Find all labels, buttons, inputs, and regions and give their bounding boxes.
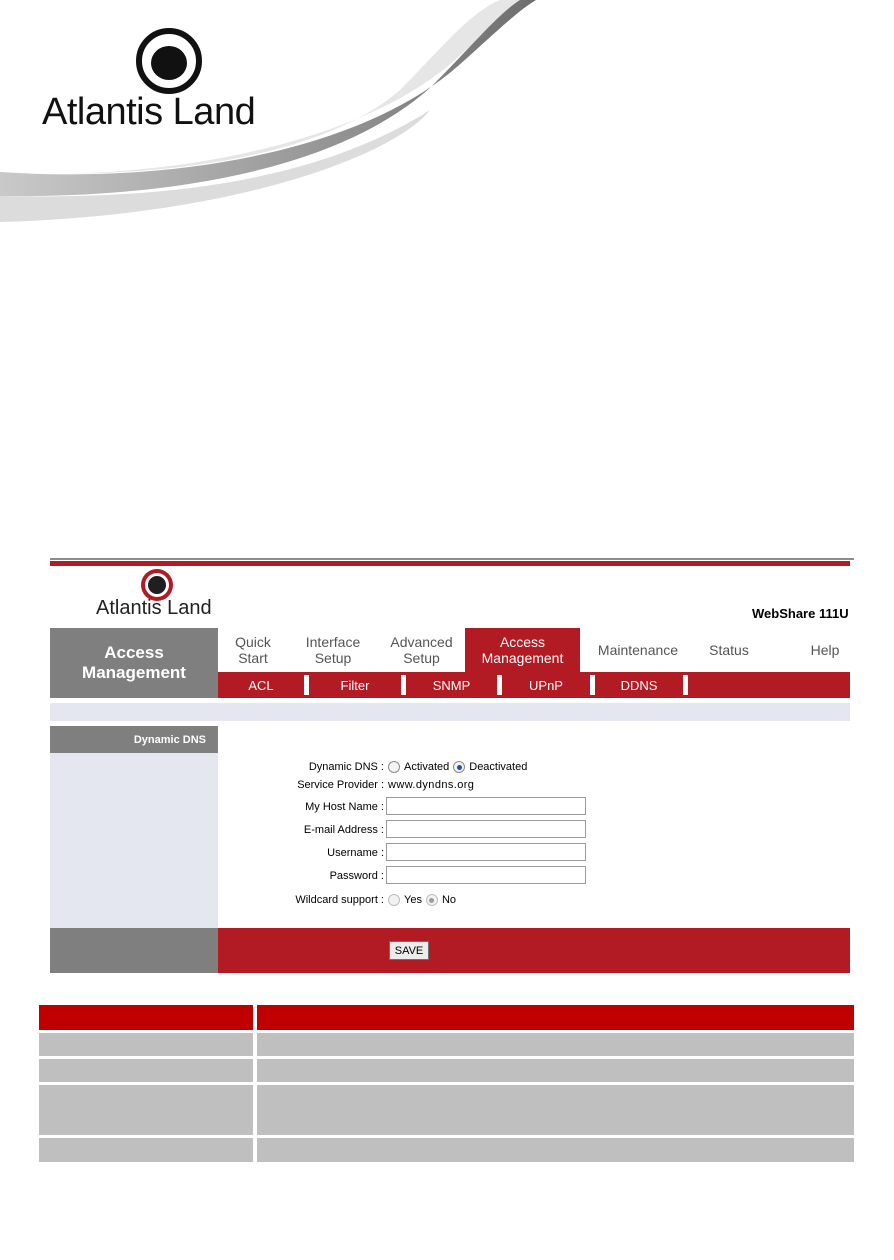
host-name-row bbox=[218, 797, 850, 817]
ui-brand-logo-text: Atlantis Land bbox=[96, 597, 212, 619]
nav-help[interactable] bbox=[792, 628, 858, 672]
table-row bbox=[39, 1059, 854, 1082]
subnav-acl[interactable]: ACL bbox=[248, 677, 274, 693]
nav-label: Maintenance bbox=[597, 642, 679, 658]
nav-status[interactable] bbox=[696, 628, 762, 672]
table-cell bbox=[257, 1033, 854, 1056]
nav-advanced-setup[interactable] bbox=[378, 628, 465, 672]
ui-top-accent-bar bbox=[50, 561, 850, 566]
deactivated-label: Deactivated bbox=[469, 761, 528, 773]
email-input[interactable] bbox=[386, 820, 586, 838]
subnav-upnp[interactable]: UPnP bbox=[529, 677, 563, 693]
email-row bbox=[218, 820, 850, 840]
service-provider-row bbox=[218, 775, 850, 795]
content-top-bar bbox=[50, 703, 850, 721]
nav-label: Access Management bbox=[481, 634, 564, 666]
email-label: E-mail Address : bbox=[303, 824, 384, 836]
table-header-cell bbox=[257, 1005, 854, 1030]
password-label: Password : bbox=[329, 870, 384, 882]
table-cell bbox=[39, 1033, 253, 1056]
dynamic-dns-label: Dynamic DNS : bbox=[308, 761, 384, 773]
table-row bbox=[39, 1085, 854, 1135]
table-cell bbox=[39, 1085, 253, 1135]
section-title: Access Management bbox=[82, 643, 186, 682]
brand-logo-icon bbox=[134, 28, 204, 98]
wildcard-yes-label: Yes bbox=[404, 894, 422, 906]
username-row bbox=[218, 843, 850, 863]
nav-label: Advanced Setup bbox=[390, 634, 453, 666]
deactivated-radio[interactable] bbox=[453, 761, 465, 773]
nav-maintenance[interactable] bbox=[580, 628, 696, 672]
wildcard-no-label: No bbox=[441, 894, 457, 906]
brand-logo-text: Atlantis Land bbox=[42, 91, 256, 133]
table-header-cell bbox=[39, 1005, 253, 1030]
nav-access-management[interactable] bbox=[465, 628, 580, 672]
footer-bar bbox=[218, 928, 850, 973]
password-input[interactable] bbox=[386, 866, 586, 884]
host-name-label: My Host Name : bbox=[305, 801, 384, 813]
subnav-separator bbox=[683, 675, 688, 695]
device-model-name: WebShare 111U bbox=[752, 606, 849, 621]
dynamic-dns-row bbox=[218, 757, 850, 777]
table-row bbox=[39, 1138, 854, 1162]
sidebar-fill bbox=[50, 753, 218, 928]
table-header-row bbox=[39, 1005, 854, 1030]
document-header bbox=[0, 0, 894, 230]
wildcard-no-radio[interactable] bbox=[426, 894, 438, 906]
main-nav bbox=[218, 628, 850, 672]
nav-quick-start[interactable] bbox=[218, 628, 288, 672]
table-cell bbox=[257, 1059, 854, 1082]
table-cell bbox=[257, 1138, 854, 1162]
footer-left-panel bbox=[50, 928, 218, 973]
table-cell bbox=[39, 1138, 253, 1162]
subnav-snmp[interactable]: SNMP bbox=[432, 677, 471, 693]
nav-label: Quick Start bbox=[235, 634, 271, 666]
service-provider-label: Service Provider : bbox=[297, 779, 384, 791]
activated-label: Activated bbox=[404, 761, 450, 773]
save-button[interactable]: SAVE bbox=[389, 941, 429, 960]
section-title-panel bbox=[50, 628, 218, 698]
ui-top-border bbox=[50, 558, 854, 560]
host-name-input[interactable] bbox=[386, 797, 586, 815]
dynamic-dns-options bbox=[388, 757, 531, 777]
service-provider-value: www.dyndns.org bbox=[388, 779, 475, 791]
table-cell bbox=[257, 1085, 854, 1135]
wildcard-yes-radio[interactable] bbox=[388, 894, 400, 906]
table-cell bbox=[39, 1059, 253, 1082]
sub-nav bbox=[218, 672, 850, 698]
nav-interface-setup[interactable] bbox=[288, 628, 378, 672]
nav-label: Interface Setup bbox=[305, 634, 361, 666]
password-row bbox=[218, 866, 850, 886]
table-row bbox=[39, 1033, 854, 1056]
nav-label: Help bbox=[810, 642, 840, 658]
wildcard-options bbox=[388, 890, 460, 910]
wildcard-row bbox=[218, 890, 850, 910]
wildcard-label: Wildcard support : bbox=[295, 894, 384, 906]
username-label: Username : bbox=[327, 847, 384, 859]
activated-radio[interactable] bbox=[388, 761, 400, 773]
subnav-filter[interactable]: Filter bbox=[340, 677, 370, 693]
subnav-ddns[interactable]: DDNS bbox=[620, 677, 658, 693]
nav-label: Status bbox=[709, 642, 749, 658]
username-input[interactable] bbox=[386, 843, 586, 861]
dynamic-dns-section-label: Dynamic DNS bbox=[50, 726, 218, 753]
